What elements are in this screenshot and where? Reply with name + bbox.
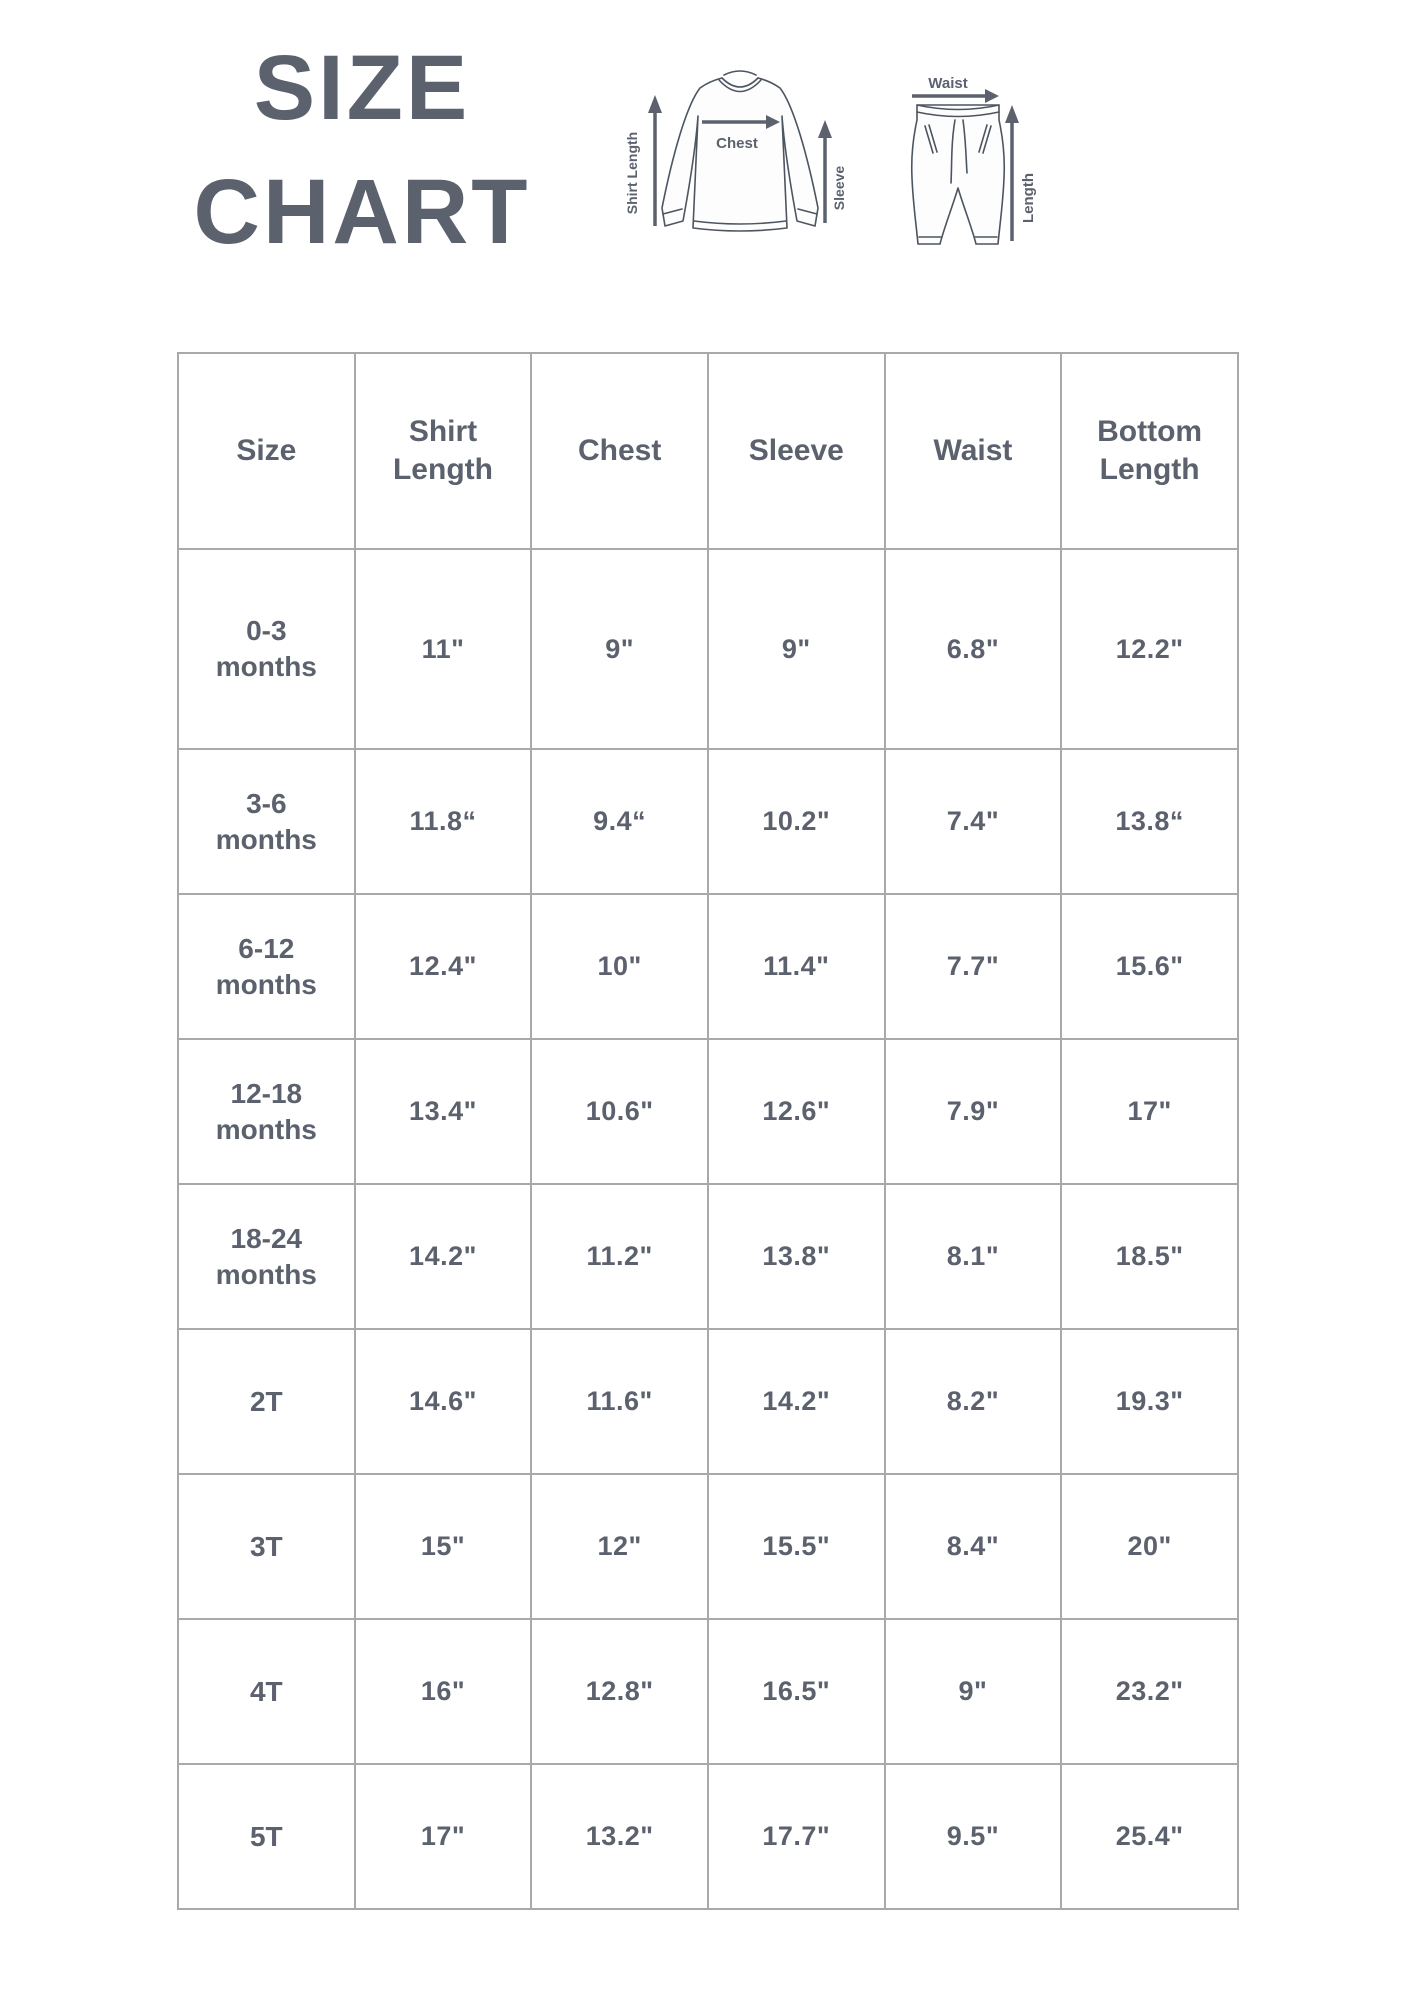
measurement-cell: 13.8" [708, 1184, 885, 1329]
table-row [178, 1474, 1238, 1619]
measurement-cell: 23.2" [1061, 1619, 1238, 1764]
measurement-cell: 20" [1061, 1474, 1238, 1619]
measurement-cell: 12" [531, 1474, 708, 1619]
shirt-illustration [610, 58, 860, 250]
measurement-cell: 13.4" [355, 1039, 532, 1184]
table-row [178, 749, 1238, 894]
column-header: Shirt Length [355, 353, 532, 549]
measurement-cell: 9" [531, 549, 708, 749]
measurement-cell: 11.4" [708, 894, 885, 1039]
measurement-cell: 7.7" [885, 894, 1062, 1039]
measurement-cell: 8.4" [885, 1474, 1062, 1619]
table-row [178, 1184, 1238, 1329]
size-cell: 6-12 months [178, 894, 355, 1039]
size-chart-table [177, 352, 1239, 1910]
size-cell: 12-18 months [178, 1039, 355, 1184]
size-cell: 4T [178, 1619, 355, 1764]
measurement-cell: 8.1" [885, 1184, 1062, 1329]
measurement-cell: 17" [355, 1764, 532, 1909]
measurement-cell: 12.4" [355, 894, 532, 1039]
measurement-cell: 10.2" [708, 749, 885, 894]
table-row [178, 1329, 1238, 1474]
measurement-cell: 11.2" [531, 1184, 708, 1329]
measurement-cell: 12.2" [1061, 549, 1238, 749]
measurement-cell: 10" [531, 894, 708, 1039]
length-arrow [1005, 105, 1019, 241]
column-header: Waist [885, 353, 1062, 549]
measurement-cell: 10.6" [531, 1039, 708, 1184]
measurement-cell: 13.2" [531, 1764, 708, 1909]
measurement-cell: 9" [885, 1619, 1062, 1764]
measurement-cell: 15" [355, 1474, 532, 1619]
measurement-cell: 9" [708, 549, 885, 749]
table-body [178, 549, 1238, 1909]
column-header: Size [178, 353, 355, 549]
size-cell: 18-24 months [178, 1184, 355, 1329]
measurement-cell: 14.2" [708, 1329, 885, 1474]
measurement-cell: 16" [355, 1619, 532, 1764]
measurement-cell: 14.6" [355, 1329, 532, 1474]
measurement-cell: 9.5" [885, 1764, 1062, 1909]
measurement-cell: 7.9" [885, 1039, 1062, 1184]
measurement-cell: 25.4" [1061, 1764, 1238, 1909]
page-title [178, 26, 546, 274]
table-row [178, 549, 1238, 749]
table-row [178, 1764, 1238, 1909]
page-title-line2: CHART [193, 161, 531, 263]
table-header [178, 353, 1238, 549]
column-header: Bottom Length [1061, 353, 1238, 549]
measurement-cell: 15.6" [1061, 894, 1238, 1039]
measurement-cell: 7.4" [885, 749, 1062, 894]
pants-illustration [885, 48, 1060, 255]
column-header: Chest [531, 353, 708, 549]
column-header: Sleeve [708, 353, 885, 549]
shirt-length-arrow [648, 95, 662, 226]
chest-label: Chest [716, 135, 758, 152]
table-row [178, 1039, 1238, 1184]
measurement-cell: 18.5" [1061, 1184, 1238, 1329]
size-cell: 3-6 months [178, 749, 355, 894]
measurement-cell: 9.4“ [531, 749, 708, 894]
measurement-cell: 13.8“ [1061, 749, 1238, 894]
size-cell: 5T [178, 1764, 355, 1909]
table-row [178, 894, 1238, 1039]
measurement-cell: 12.6" [708, 1039, 885, 1184]
measurement-cell: 16.5" [708, 1619, 885, 1764]
size-cell: 0-3 months [178, 549, 355, 749]
measurement-cell: 19.3" [1061, 1329, 1238, 1474]
header-row [178, 353, 1238, 549]
measurement-cell: 6.8" [885, 549, 1062, 749]
measurement-cell: 12.8" [531, 1619, 708, 1764]
measurement-cell: 11.6" [531, 1329, 708, 1474]
measurement-cell: 8.2" [885, 1329, 1062, 1474]
measurement-cell: 14.2" [355, 1184, 532, 1329]
table-row [178, 1619, 1238, 1764]
pants-outline [912, 105, 1005, 244]
shirt-length-label: Shirt Length [624, 131, 640, 215]
page-title-line1: SIZE [253, 37, 471, 139]
measurement-cell: 11.8“ [355, 749, 532, 894]
measurement-cell: 17.7" [708, 1764, 885, 1909]
measurement-cell: 15.5" [708, 1474, 885, 1619]
sleeve-label: Sleeve [831, 165, 847, 211]
size-cell: 2T [178, 1329, 355, 1474]
measurement-cell: 11" [355, 549, 532, 749]
waist-label: Waist [928, 75, 968, 92]
size-cell: 3T [178, 1474, 355, 1619]
measurement-cell: 17" [1061, 1039, 1238, 1184]
sleeve-arrow [818, 120, 832, 223]
length-label: Length [1020, 173, 1037, 223]
